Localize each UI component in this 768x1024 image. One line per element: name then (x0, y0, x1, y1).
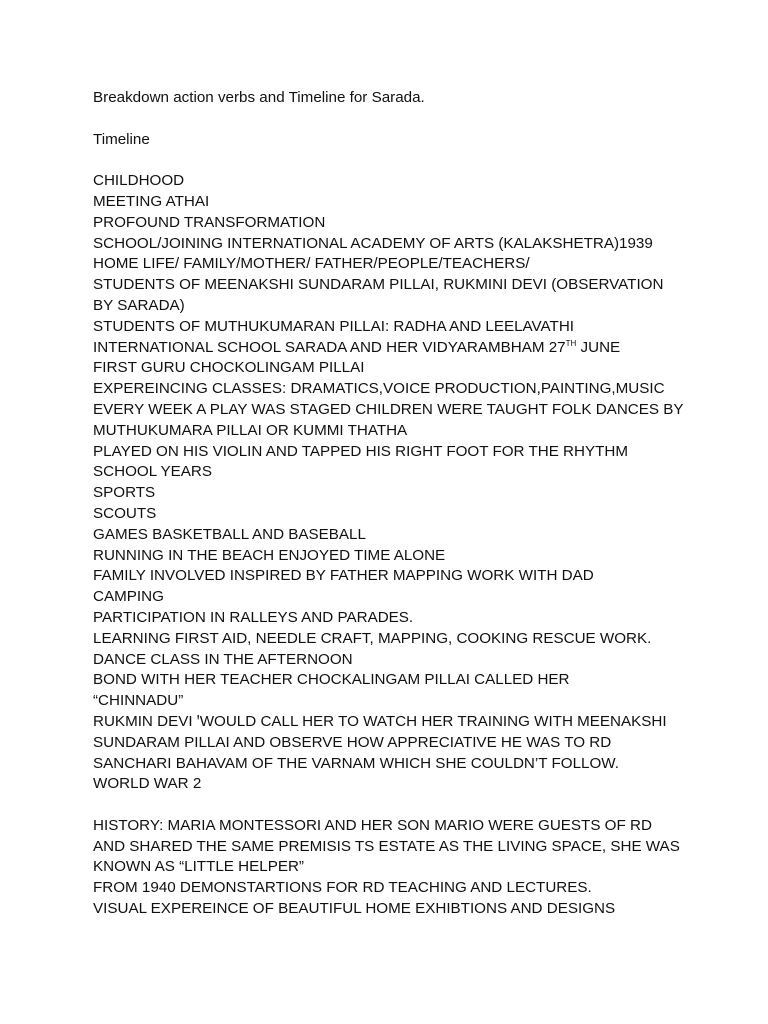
text-line: SCHOOL/JOINING INTERNATIONAL ACADEMY OF ARTS (KALAKSHETRA)1939 (93, 234, 653, 252)
text-line: SANCHARI BAHAVAM OF THE VARNAM WHICH SHE COULDN’T FOLLOW. (93, 754, 619, 772)
text-line: SCOUTS (93, 504, 157, 522)
section-heading: Timeline (93, 130, 150, 148)
text-line: EXPEREINCING CLASSES: DRAMATICS,VOICE PRODUCTION,PAINTING,MUSIC (93, 380, 665, 398)
text-line: MEETING ATHAI (93, 192, 210, 210)
text-line: HISTORY: MARIA MONTESSORI AND HER SON MARIO WERE GUESTS OF RD (93, 816, 652, 834)
text-line: MUTHUKUMARA PILLAI OR KUMMI THATHA (93, 421, 408, 439)
text-line: FIRST GURU CHOCKOLINGAM PILLAI (93, 359, 365, 377)
text-line: RUNNING IN THE BEACH ENJOYED TIME ALONE (93, 546, 446, 564)
text-line: CHILDHOOD (93, 172, 185, 190)
text-line: BY SARADA) (93, 296, 185, 314)
blank-line (93, 150, 708, 171)
text-line: GAMES BASKETBALL AND BASEBALL (93, 525, 366, 543)
text-line: STUDENTS OF MUTHUKUMARAN PILLAI: RADHA AND LEELAVATHI (93, 317, 575, 335)
text-line: FROM 1940 DEMONSTARTIONS FOR RD TEACHING AND LECTURES. (93, 879, 592, 897)
text-line: AND SHARED THE SAME PREMISIS TS ESTATE AS THE LIVING SPACE, SHE WAS (93, 837, 680, 855)
text-line: PROFOUND TRANSFORMATION (93, 213, 326, 231)
text-line: CAMPING (93, 588, 164, 606)
document-title: Breakdown action verbs and Timeline for Sarada. (93, 89, 425, 106)
text-line: VISUAL EXPEREINCE OF BEAUTIFUL HOME EXHIBTIONS AND DESIGNS (93, 900, 616, 918)
text-line: PARTICIPATION IN RALLEYS AND PARADES. (93, 608, 414, 626)
blank-line (93, 795, 708, 816)
text-line: FAMILY INVOLVED INSPIRED BY FATHER MAPPING WORK WITH DAD (93, 567, 594, 585)
text-line: RUKMIN DEVI ꞌWOULD CALL HER TO WATCH HER TRAINING WITH MEENAKSHI (93, 712, 667, 730)
text-line: LEARNING FIRST AID, NEEDLE CRAFT, MAPPING, COOKING RESCUE WORK. (93, 629, 652, 647)
text-line: STUDENTS OF MEENAKSHI SUNDARAM PILLAI, RUKMINI DEVI (OBSERVATION (93, 276, 664, 294)
text-line: BOND WITH HER TEACHER CHOCKALINGAM PILLAI CALLED HER (93, 671, 570, 689)
text-line: EVERY WEEK A PLAY WAS STAGED CHILDREN WERE TAUGHT FOLK DANCES BY (93, 400, 684, 418)
text-line-vidyarambham (93, 338, 708, 359)
text-line: WORLD WAR 2 (93, 775, 202, 793)
vidyarambham-text: INTERNATIONAL SCHOOL SARADA AND HER VIDYARAMBHAM 27 (93, 338, 566, 356)
ordinal-suffix: TH (565, 338, 577, 348)
text-line: SPORTS (93, 484, 156, 502)
text-line: “CHINNADU” (93, 692, 184, 710)
text-line: DANCE CLASS IN THE AFTERNOON (93, 650, 353, 668)
text-line: SUNDARAM PILLAI AND OBSERVE HOW APPRECIATIVE HE WAS TO RD (93, 733, 612, 751)
text-line: KNOWN AS “LITTLE HELPER” (93, 858, 304, 876)
text-line: PLAYED ON HIS VIOLIN AND TAPPED HIS RIGHT FOOT FOR THE RHYTHM (93, 442, 629, 460)
text-line: HOME LIFE/ FAMILY/MOTHER/ FATHER/PEOPLE/TEACHERS/ (93, 255, 530, 273)
vidyarambham-month: JUNE (576, 338, 621, 356)
text-line: SCHOOL YEARS (93, 463, 213, 481)
blank-line (93, 109, 708, 130)
